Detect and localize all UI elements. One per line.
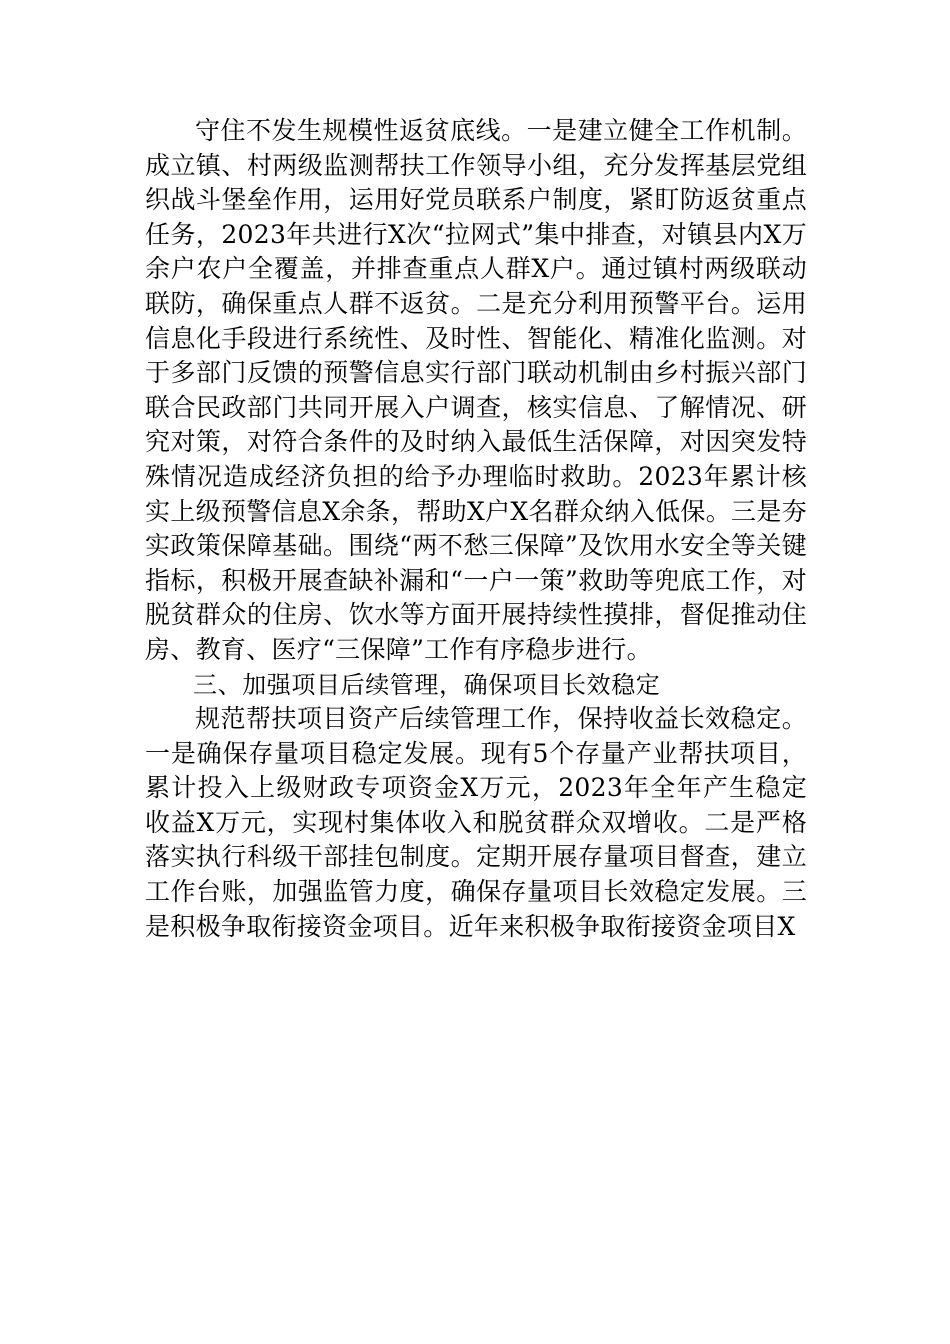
paragraph-project-assets: 规范帮扶项目资产后续管理工作，保持收益长效稳定。一是确保存量项目稳定发展。现有5个存量产业帮扶项目，累计投入上级财政专项资金X万元，2023年全年产生稳定收益X万元，实现村集体收入和脱贫群众双增收。二是严格落实执行科级干部挂包制度。定期开展存量项目督查，建立工作台账，加强监管力度，确保存量项目长效稳定发展。三是积极争取衔接资金项目。近年来积极争取衔接资金项目X <box>145 704 807 941</box>
section-heading-project-management: 三、加强项目后续管理，确保项目长效稳定 <box>193 670 661 699</box>
document-body <box>145 114 807 944</box>
paragraph-prevent-poverty-return: 守住不发生规模性返贫底线。一是建立健全工作机制。成立镇、村两级监测帮扶工作领导小组，充分发挥基层党组织战斗堡垒作用，运用好党员联系户制度，紧盯防返贫重点任务，2023年共进行X次“拉网式”集中排查，对镇县内X万余户农户全覆盖，并排查重点人群X户。通过镇村两级联动联防，确保重点人群不返贫。二是充分利用预警平台。运用信息化手段进行系统性、及时性、智能化、精准化监测。对于多部门反馈的预警信息实行部门联动机制由乡村振兴部门联合民政部门共同开展入户调查，核实信息、了解情况、研究对策，对符合条件的及时纳入最低生活保障，对因突发特殊情况造成经济负担的给予办理临时救助。2023年累计核实上级预警信息X余条，帮助X户X名群众纳入低保。三是夯实政策保障基础。围绕“两不愁三保障”及饮用水安全等关键指标，积极开展查缺补漏和“一户一策”救助等兜底工作，对脱贫群众的住房、饮水等方面开展持续性摸排，督促推动住房、教育、医疗“三保障”工作有序稳步进行。 <box>145 116 807 664</box>
